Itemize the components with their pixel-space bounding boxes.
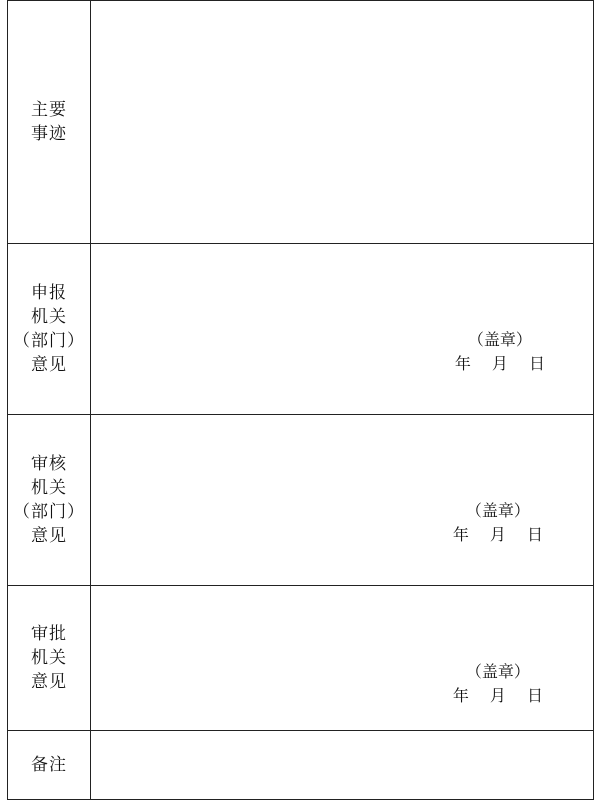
applying-authority-opinion-field[interactable]	[91, 244, 594, 415]
label-line: 备注	[31, 755, 67, 775]
form-row-approving-authority	[8, 586, 594, 731]
date-label: 年 月 日	[452, 525, 543, 544]
label-line: 意见	[31, 672, 67, 692]
label-line: （部门）	[13, 502, 85, 522]
seal-label: （盖章）	[467, 330, 532, 349]
row-label-remarks	[8, 731, 91, 800]
stamp-date-block	[453, 660, 543, 708]
form-row-remarks	[8, 731, 594, 800]
approving-authority-opinion-field[interactable]	[91, 586, 594, 731]
reviewing-authority-opinion-field[interactable]	[91, 415, 594, 586]
label-line: 意见	[31, 526, 67, 546]
stamp-date-block	[455, 328, 545, 376]
label-line: 意见	[31, 355, 67, 375]
form-row-reviewing-authority	[8, 415, 594, 586]
stamp-date-block	[453, 499, 543, 547]
row-label-approving-authority	[8, 586, 91, 731]
date-label: 年 月 日	[454, 354, 545, 373]
date-label: 年 月 日	[452, 686, 543, 705]
seal-label: （盖章）	[465, 501, 530, 520]
label-line: 审批	[31, 624, 67, 644]
row-label-reviewing-authority	[8, 415, 91, 586]
seal-label: （盖章）	[465, 662, 530, 681]
label-line: 机关	[31, 307, 67, 327]
form-row-applying-authority	[8, 244, 594, 415]
row-label-main-deeds	[8, 1, 91, 244]
label-line: 审核	[31, 454, 67, 474]
form-row-main-deeds	[8, 1, 594, 244]
main-deeds-field[interactable]	[91, 1, 594, 244]
record-form-table	[7, 0, 594, 800]
label-line: 申报	[31, 283, 67, 303]
remarks-field[interactable]	[91, 731, 594, 800]
label-line: （部门）	[13, 331, 85, 351]
row-label-applying-authority	[8, 244, 91, 415]
label-line: 事迹	[31, 124, 67, 144]
label-line: 主要	[31, 100, 67, 120]
label-line: 机关	[31, 648, 67, 668]
label-line: 机关	[31, 478, 67, 498]
